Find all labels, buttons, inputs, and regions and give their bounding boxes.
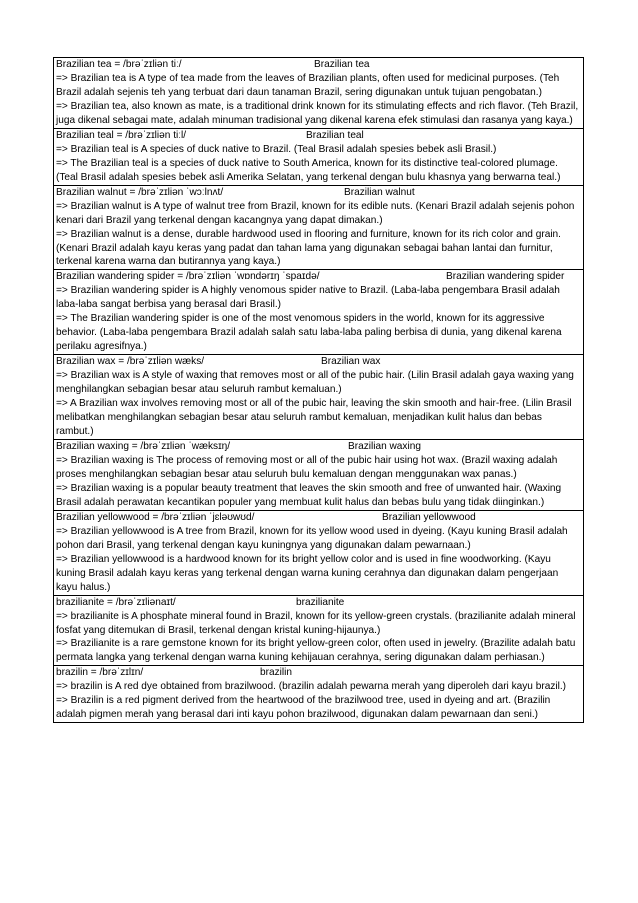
definition-line: => The Brazilian wandering spider is one of the most venomous spiders in the world, known for its aggressive behavior. (Laba-laba pengembara Brazil adalah salah satu laba-laba paling berbisa di dunia, yang dikenal karena perilaku agresifnya.) [56, 313, 562, 353]
entry-header [56, 355, 581, 369]
pronunciation: Brazilian wax = /brəˈzɪliən wæks/ [56, 356, 205, 368]
entry-brazilian-wax [54, 354, 583, 439]
headword: Brazilian walnut [344, 186, 415, 198]
definition-line: => brazilin is A red dye obtained from brazilwood. (brazilin adalah pewarna merah yang diperoleh dari kayu brazil.) [56, 681, 567, 693]
pronunciation: Brazilian walnut = /brəˈzɪliən ˈwɔːlnʌt/ [56, 186, 224, 198]
definition-line: => Brazilian tea is A type of tea made from the leaves of Brazilian plants, often used for medicinal purposes. (Teh Brazil adalah sejenis teh yang terbuat dari daun tanaman Brazil, sering digunakan untuk tujuan pengobatan.) [56, 73, 560, 98]
definition-line: => Brazilian yellowwood is A tree from Brazil, known for its yellow wood used in dyeing. (Kayu kuning Brasil adalah pohon dari Brasil, yang terkenal dengan kayu kuningnya yang digunakan dalam pewarnaan.) [56, 525, 568, 551]
entry-header [56, 511, 581, 525]
entry-brazilian-waxing [54, 439, 583, 510]
pronunciation: Brazilian tea = /brəˈzɪliən tiː/ [56, 59, 182, 70]
headword: Brazilian teal [306, 129, 364, 141]
definition-line: => Brazilian wandering spider is A highly venomous spider native to Brazil. (Laba-laba pengembara Brasil adalah laba-laba sangat berbisa yang berasal dari Brasil.) [56, 285, 560, 311]
definition-line: => Brazilian waxing is The process of removing most or all of the pubic hair using hot wax. (Brazil waxing adalah proses menghilangkan sebagian besar atau seluruh bulu kemaluan dengan menggunakan wax panas.) [56, 454, 558, 480]
headword: Brazilian wax [321, 356, 381, 368]
entry-brazilian-yellowwood [54, 510, 583, 595]
pronunciation: brazilin = /brəˈzɪlɪn/ [56, 667, 144, 679]
definition-line: => Brazilian wax is A style of waxing that removes most or all of the pubic hair. (Lilin Brasil adalah gaya waxing yang menghilangkan sebagian besar atau seluruh rambut kemaluan.) [56, 370, 574, 396]
headword: Brazilian tea [314, 59, 370, 70]
entry-brazilian-walnut [54, 185, 583, 270]
definition-line: => Brazilian walnut is A type of walnut tree from Brazil, known for its edible nuts. (Kenari Brazil adalah sejenis pohon kenari dari Brazil yang terkenal dengan kacangnya yang dapat dimakan.) [56, 200, 575, 226]
definition-line: => Brazilian yellowwood is a hardwood known for its bright yellow color and is used in fine woodworking. (Kayu kuning Brasil adalah kayu keras yang terkenal dengan warna kuning cerahnya dan digunakan dalam pengerjaan kayu halus.) [56, 553, 559, 593]
entry-brazilin [54, 665, 583, 722]
definition-line: => Brazilian teal is A species of duck native to Brazil. (Teal Brasil adalah spesies bebek asli Brasil.) [56, 143, 497, 155]
headword: brazilianite [296, 596, 345, 608]
pronunciation: Brazilian teal = /brəˈzɪliən tiːl/ [56, 129, 187, 141]
headword: Brazilian yellowwood [382, 511, 476, 523]
entry-header [56, 440, 581, 454]
headword: Brazilian waxing [348, 440, 421, 452]
entry-header [56, 129, 581, 143]
definition-line: => A Brazilian wax involves removing most or all of the pubic hair, leaving the skin smooth and hair-free. (Lilin Brasil melibatkan menghilangkan sebagian besar atau seluruh rambut kemaluan, menjadikan kulit halus dan bebas rambut.) [56, 398, 572, 438]
definition-line: => Brazilian tea, also known as mate, is a traditional drink known for its stimulating effects and rich flavor. (Teh Brazil, juga dikenal sebagai mate, adalah minuman tradisional yang dikenal karena efek stimulasi dan rasanya yang kaya.) [56, 100, 579, 126]
entry-brazilian-teal [54, 128, 583, 185]
definition-line: => Brazilin is a red pigment derived from the heartwood of the brazilwood tree, used in dyeing and art. (Brazilin adalah pigmen merah yang berasal dari inti kayu pohon brazilwood, digunakan dalam pewarnaan dan seni.) [56, 695, 551, 721]
pronunciation: Brazilian yellowwood = /brəˈzɪliən ˈjɛləʊwʊd/ [56, 511, 255, 523]
entry-header [56, 186, 581, 200]
entry-brazilian-tea [54, 58, 583, 128]
definition-line: => brazilianite is A phosphate mineral found in Brazil, known for its yellow-green crystals. (brazilianite adalah mineral fosfat yang ditemukan di Brasil, terkenal dengan kristal kuning-hijaunya.) [56, 610, 576, 636]
definition-line: => Brazilian walnut is a dense, durable hardwood used in flooring and furniture, known for its rich color and grain. (Kenari Brazil adalah kayu keras yang padat dan tahan lama yang digunakan sebagai bahan lantai dan furnitur, terkenal karena warna dan butirannya yang kaya.) [56, 228, 561, 268]
entry-header [56, 666, 581, 680]
definition-line: => Brazilian waxing is a popular beauty treatment that leaves the skin smooth and free of unwanted hair. (Waxing Brasil adalah perawatan kecantikan populer yang membuat kulit halus dan bebas bulu yang tidak diinginkan.) [56, 482, 562, 508]
definition-line: => The Brazilian teal is a species of duck native to South America, known for its distinctive teal-colored plumage. (Teal Brasil adalah spesies bebek asli Amerika Selatan, yang terkenal dengan bulu khasnya yang berwarna teal.) [56, 157, 561, 183]
pronunciation: Brazilian waxing = /brəˈzɪliən ˈwæksɪŋ/ [56, 440, 231, 452]
entry-brazilian-wandering-spider [54, 269, 583, 354]
definition-line: => Brazilianite is a rare gemstone known for its bright yellow-green color, often used in jewelry. (Brazilite adalah batu permata langka yang terkenal dengan warna kuning kehijauan cerahnya, sering digunakan dalam perhiasan.) [56, 638, 576, 664]
headword: brazilin [260, 667, 292, 679]
headword: Brazilian wandering spider [446, 271, 565, 283]
entry-header [56, 58, 581, 72]
entry-header [56, 270, 581, 284]
entry-brazilianite [54, 595, 583, 666]
pronunciation: brazilianite = /brəˈzɪliənaɪt/ [56, 596, 176, 608]
pronunciation: Brazilian wandering spider = /brəˈzɪliən ˈwɒndərɪŋ ˈspaɪdə/ [56, 271, 320, 283]
entry-header [56, 596, 581, 610]
glossary-table [53, 57, 584, 723]
